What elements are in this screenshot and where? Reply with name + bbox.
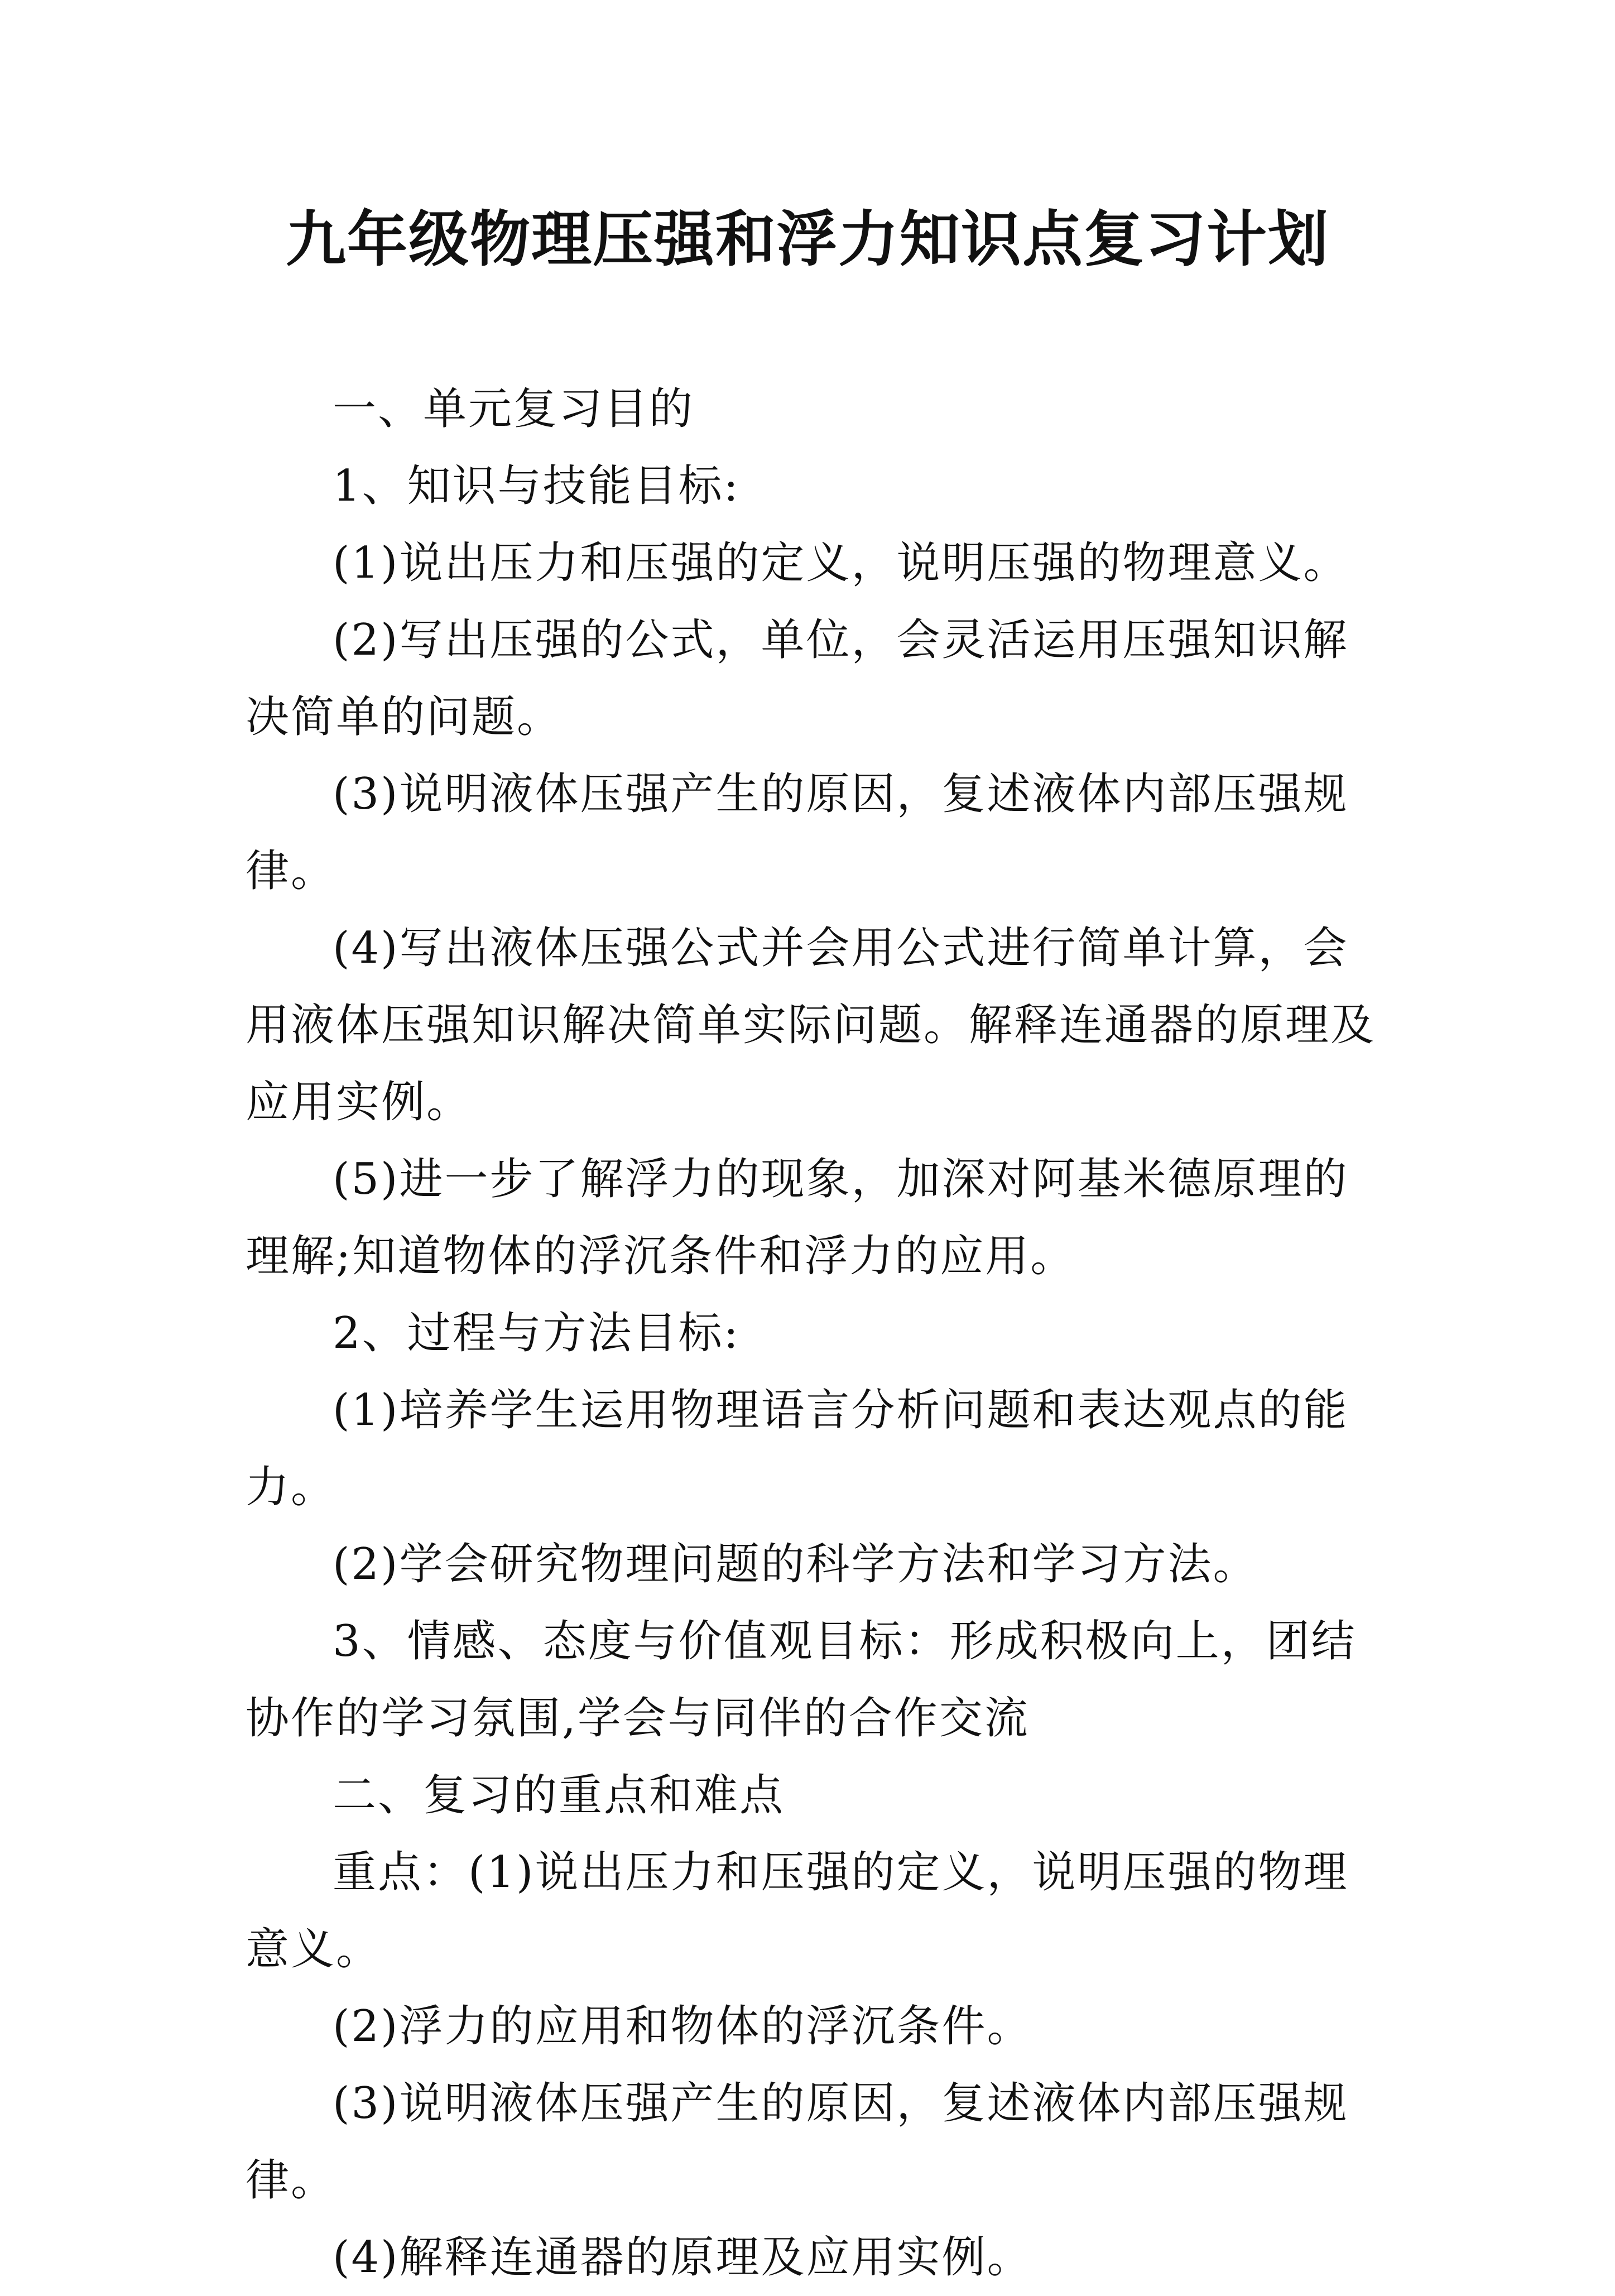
section-heading-review-goals: 一、单元复习目的 [333, 384, 695, 434]
paragraph-item: (3)说明液体压强产生的原因，复述液体内部压强规律。 [246, 2078, 1349, 2206]
paragraph-item: (5)进一步了解浮力的现象，加深对阿基米德原理的理解;知道物体的浮沉条件和浮力的应用。 [246, 1154, 1349, 1281]
paragraph-item: (1)培养学生运用物理语言分析问题和表达观点的能力。 [246, 1385, 1349, 1512]
paragraph-item: (2)写出压强的公式，单位，会灵活运用压强知识解决简单的问题。 [246, 615, 1349, 742]
paragraph-item: (2)学会研究物理问题的科学方法和学习方法。 [333, 1539, 1258, 1589]
document-title: 九年级物理压强和浮力知识点复习计划 [285, 205, 1329, 275]
paragraph-item: (2)浮力的应用和物体的浮沉条件。 [333, 2001, 1032, 2052]
subheading-emotion-values: 3、情感、态度与价值观目标：形成积极向上，团结协作的学习氛围,学会与同伴的合作交流 [246, 1616, 1357, 1743]
paragraph-item: (3)说明液体压强产生的原因，复述液体内部压强规律。 [246, 769, 1349, 896]
subheading-knowledge-skills: 1、知识与技能目标: [333, 461, 740, 511]
subheading-process-methods: 2、过程与方法目标: [333, 1308, 740, 1358]
section-heading-key-points: 二、复习的重点和难点 [333, 1770, 785, 1821]
document-body [246, 371, 1378, 2296]
paragraph-item: (1)说出压力和压强的定义，说明压强的物理意义。 [333, 538, 1349, 588]
paragraph-item: (4)解释连通器的原理及应用实例。 [333, 2232, 1032, 2283]
paragraph-item: 重点：(1)说出压力和压强的定义，说明压强的物理意义。 [246, 1847, 1349, 1975]
paragraph-item: (4)写出液体压强公式并会用公式进行简单计算，会用液体压强知识解决简单实际问题。解释连通器的原理及应用实例。 [246, 923, 1376, 1127]
